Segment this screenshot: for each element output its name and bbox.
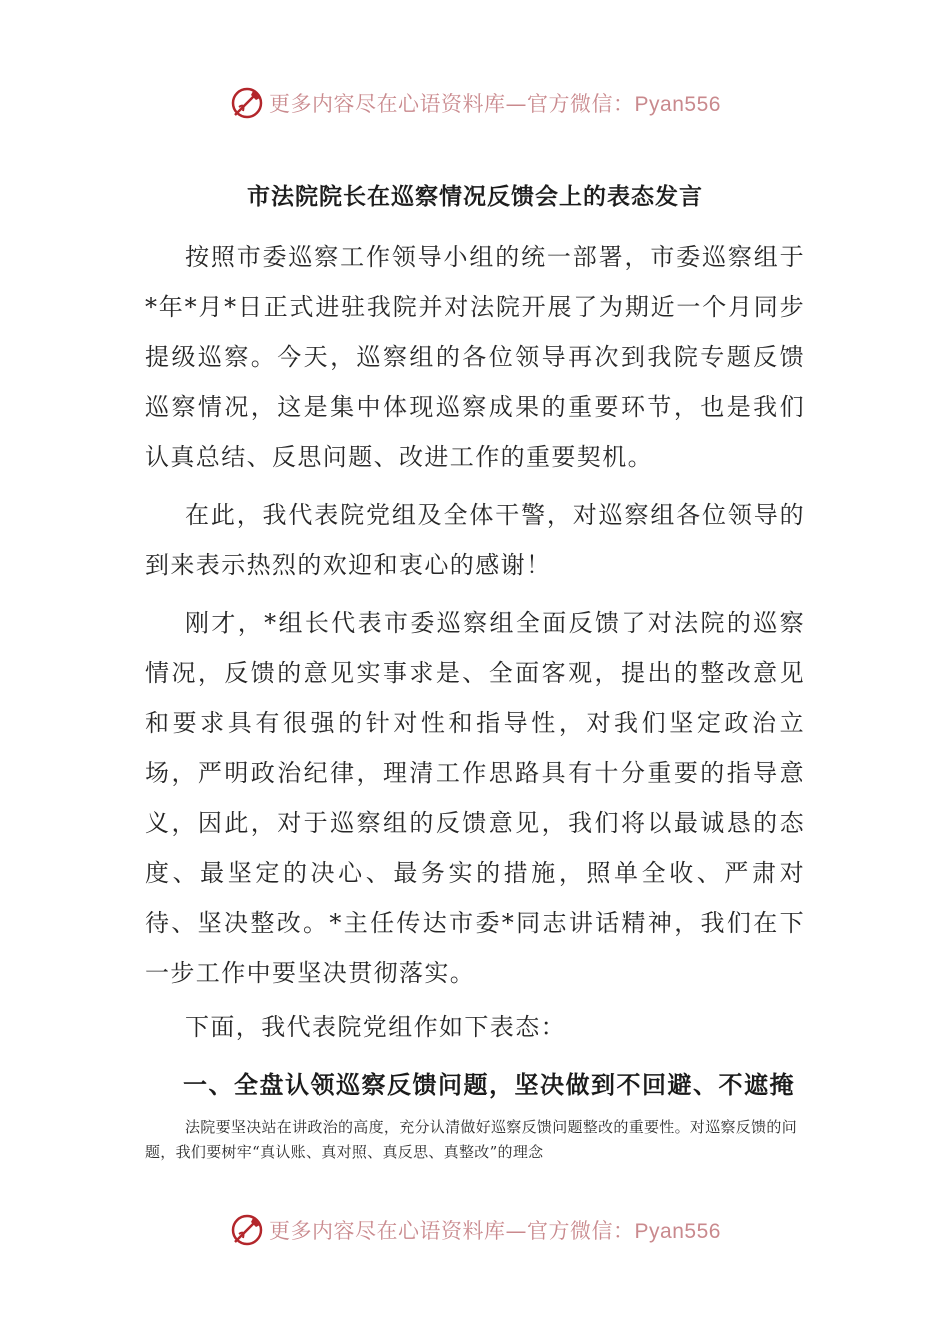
body-paragraph: 按照市委巡察工作领导小组的统一部署，市委巡察组于*年*月*日正式进驻我院并对法院开展了为期近一个月同步提级巡察。今天，巡察组的各位领导再次到我院专题反馈巡察情况，这是集中体现巡察成果的重要环节，也是我们认真总结、反思问题、改进工作的重要契机。 [145, 243, 805, 471]
body-paragraph: 在此，我代表院党组及全体干警，对巡察组各位领导的到来表示热烈的欢迎和衷心的感谢！ [145, 501, 805, 579]
pen-logo-icon [229, 1212, 265, 1248]
watermark-text: 更多内容尽在心语资料库—官方微信：Pyan556 [269, 1219, 721, 1243]
footer-watermark-banner [0, 1210, 950, 1250]
header-watermark-banner [0, 83, 950, 123]
section-paragraph: 法院要坚决站在讲政治的高度，充分认清做好巡察反馈问题整改的重要性。对巡察反馈的问题，我们要树牢“真认账、真对照、真反思、真整改”的理念 [145, 1118, 798, 1161]
document-title: 市法院院长在巡察情况反馈会上的表态发言 [247, 183, 703, 210]
section-heading: 一、全盘认领巡察反馈问题，坚决做到不回避、不遮掩 [183, 1070, 795, 1099]
body-paragraph: 刚才，*组长代表市委巡察组全面反馈了对法院的巡察情况，反馈的意见实事求是、全面客观，提出的整改意见和要求具有很强的针对性和指导性，对我们坚定政治立场，严明政治纪律，理清工作思路具有十分重要的指导意义，因此，对于巡察组的反馈意见，我们将以最诚恳的态度、最坚定的决心、最务实的措施，照单全收、严肃对待、坚决整改。*主任传达市委*同志讲话精神，我们在下一步工作中要坚决贯彻落实。 [145, 609, 805, 987]
body-paragraph: 下面，我代表院党组作如下表态： [185, 1013, 566, 1041]
pen-logo-icon [229, 85, 265, 121]
watermark-text: 更多内容尽在心语资料库—官方微信：Pyan556 [269, 92, 721, 116]
